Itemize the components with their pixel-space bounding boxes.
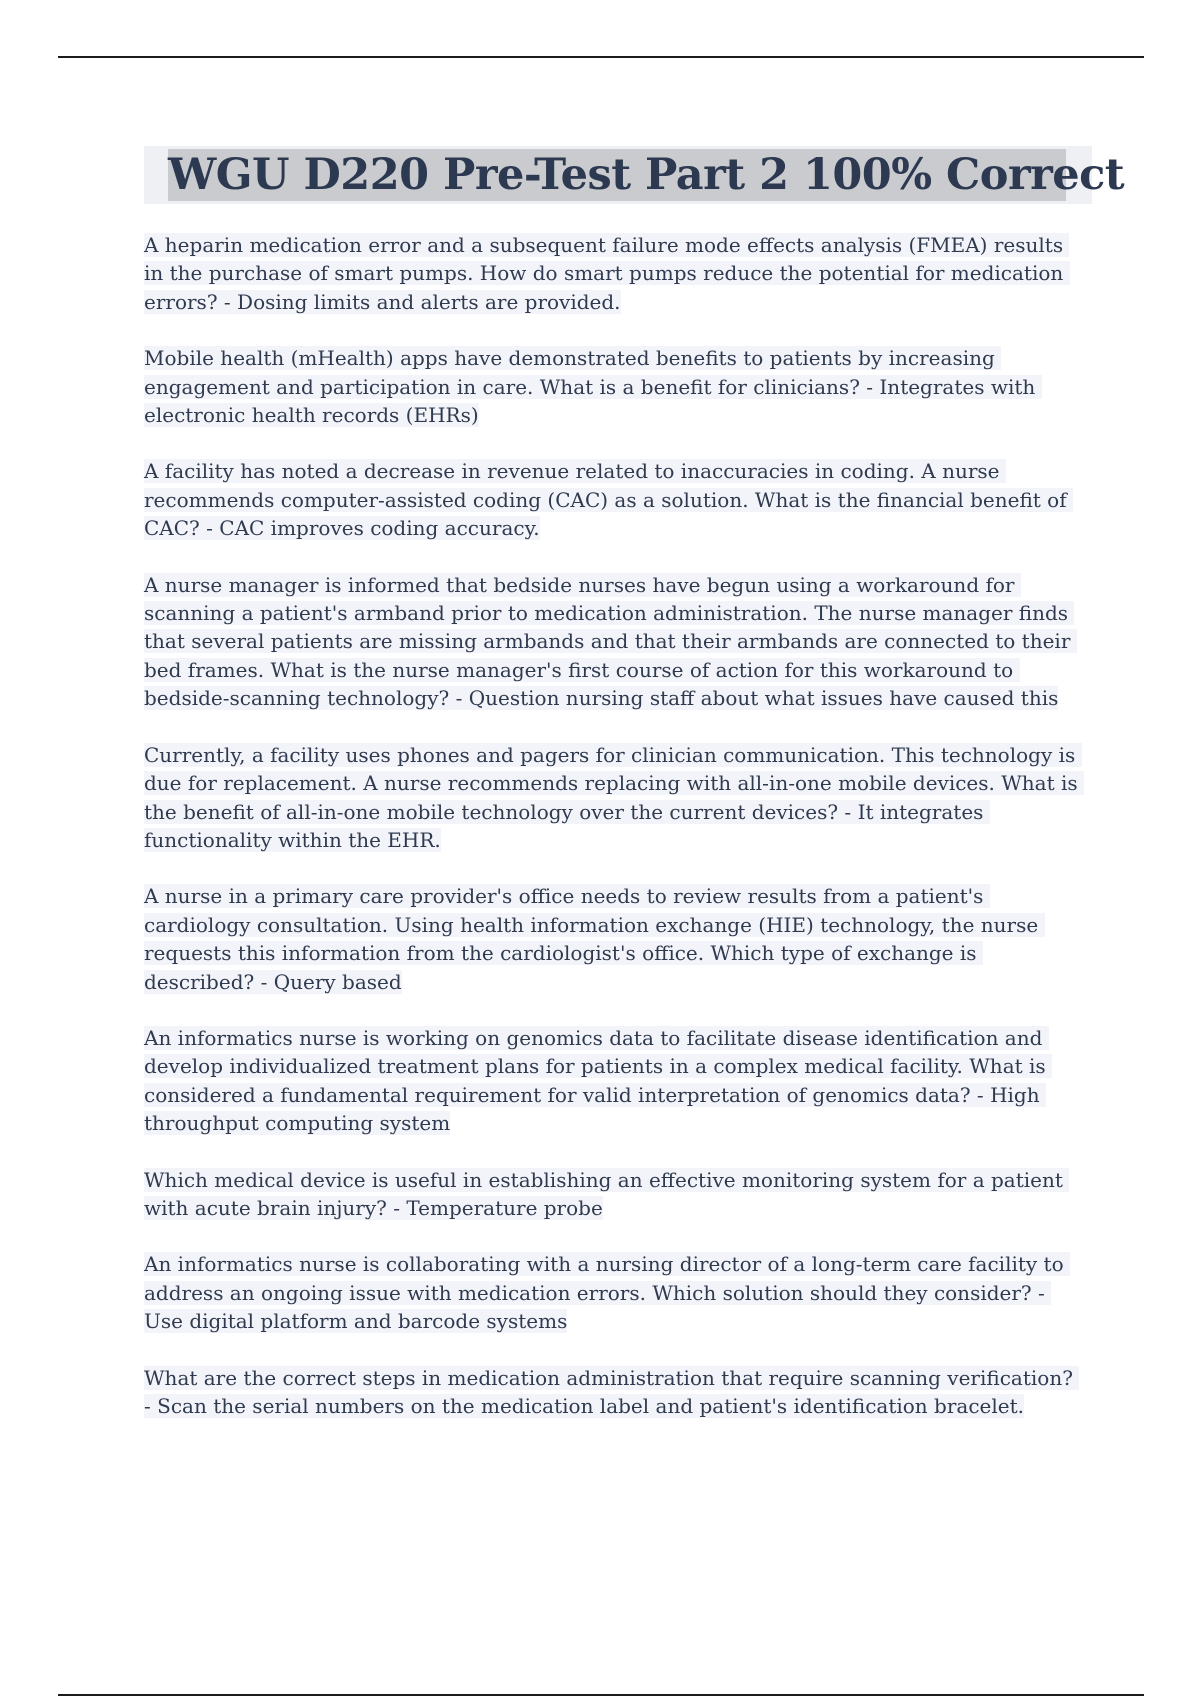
question-text: A heparin medication error and a subsequent failure mode effects analysis (FMEA) results in the purchase of smart pumps. How do smart pumps reduce the potential for medication errors? <box>144 233 1070 314</box>
answer-text: Dosing limits and alerts are provided. <box>237 289 621 314</box>
answer-text: Question nursing staff about what issues have caused this <box>468 686 1059 711</box>
question-text: A nurse manager is informed that bedside nurses have begun using a workaround for scanning a patient's armband prior to medication administration. The nurse manager finds that several patients are missing armbands and that their armbands are connected to their bed frames. What is the nurse manager's first course of action for this workaround to bedside-scanning technology? <box>144 572 1077 711</box>
qa-item: What are the correct steps in medication administration that require scanning verification? - Scan the serial numbers on the medication label and patient's identification bracelet. <box>144 1365 1080 1418</box>
qa-item: Which medical device is useful in establishing an effective monitoring system for a patient with acute brain injury? - Temperature probe <box>144 1167 1070 1220</box>
answer-text: Integrates with electronic health records (EHRs) <box>144 374 1042 428</box>
qa-item: A facility has noted a decrease in revenue related to inaccuracies in coding. A nurse recommends computer-assisted coding (CAC) as a solution. What is the financial benefit of CAC? - CAC improves coding accuracy. <box>144 459 1073 541</box>
question-text: Which medical device is useful in establishing an effective monitoring system for a patient with acute brain injury? <box>144 1167 1070 1220</box>
answer-text: Use digital platform and barcode systems <box>144 1309 568 1334</box>
question-text: What are the correct steps in medication administration that require scanning verification? <box>144 1365 1073 1390</box>
answer-text: Query based <box>273 969 402 994</box>
answer-text: CAC improves coding accuracy. <box>219 516 540 541</box>
question-text: A nurse in a primary care provider's office needs to review results from a patient's cardiology consultation. Using health information exchange (HIE) technology, the nurse requests this information from the cardiologist's office. Which type of exchange is described? <box>144 884 1045 994</box>
question-text: Currently, a facility uses phones and pagers for clinician communication. This technology is due for replacement. A nurse recommends replacing with all-in-one mobile devices. What is the benefit of all-in-one mobile technology over the current devices? <box>144 742 1085 824</box>
qa-item: A nurse manager is informed that bedside nurses have begun using a workaround for scanning a patient's armband prior to medication administration. The nurse manager finds that several patients are missing armbands and that their armbands are connected to their bed frames. What is the nurse manager's first course of action for this workaround to bedside-scanning technology? - Question nursing staff about what issues have caused this <box>144 572 1077 711</box>
document-title: WGU D220 Pre-Test Part 2 100% Correct <box>168 150 1125 200</box>
qa-item: Currently, a facility uses phones and pagers for clinician communication. This technology is due for replacement. A nurse recommends replacing with all-in-one mobile devices. What is the benefit of all-in-one mobile technology over the current devices? - It integrates functionality within the EHR. <box>144 742 1085 852</box>
bottom-rule <box>58 1694 1144 1696</box>
question-text: Mobile health (mHealth) apps have demonstrated benefits to patients by increasing engagement and participation in care. What is a benefit for clinicians? <box>144 346 1002 399</box>
qa-item: A nurse in a primary care provider's office needs to review results from a patient's cardiology consultation. Using health information exchange (HIE) technology, the nurse requests this information from the cardiologist's office. Which type of exchange is described? - Query based <box>144 884 1045 994</box>
answer-text: Temperature probe <box>406 1195 603 1220</box>
question-text: An informatics nurse is collaborating with a nursing director of a long-term care facility to address an ongoing issue with medication errors. Which solution should they consider? <box>144 1252 1070 1305</box>
qa-item: An informatics nurse is working on genomics data to facilitate disease identification and develop individualized treatment plans for patients in a complex medical facility. What is considered a fundamental requirement for valid interpretation of genomics data? - High throughput computing system <box>144 1025 1053 1136</box>
qa-item: An informatics nurse is collaborating with a nursing director of a long-term care facility to address an ongoing issue with medication errors. Which solution should they consider? - Use digital platform and barcode systems <box>144 1252 1070 1334</box>
question-text: A facility has noted a decrease in revenue related to inaccuracies in coding. A nurse recommends computer-assisted coding (CAC) as a solution. What is the financial benefit of CAC? <box>144 459 1073 541</box>
qa-item: A heparin medication error and a subsequent failure mode effects analysis (FMEA) results in the purchase of smart pumps. How do smart pumps reduce the potential for medication errors? - Dosing limits and alerts are provided. <box>144 233 1070 314</box>
answer-text: Scan the serial numbers on the medication label and patient's identification bracelet. <box>157 1394 1024 1418</box>
qa-list <box>144 231 1086 1448</box>
qa-item: Mobile health (mHealth) apps have demonstrated benefits to patients by increasing engagement and participation in care. What is a benefit for clinicians? - Integrates with electronic health records (EHRs) <box>144 346 1042 428</box>
top-rule <box>58 56 1144 58</box>
answer-text: High throughput computing system <box>144 1082 1046 1136</box>
question-text: An informatics nurse is working on genomics data to facilitate disease identification and develop individualized treatment plans for patients in a complex medical facility. What is considered a fundamental requirement for valid interpretation of genomics data? <box>144 1025 1053 1107</box>
answer-text: It integrates functionality within the EHR. <box>144 799 990 852</box>
